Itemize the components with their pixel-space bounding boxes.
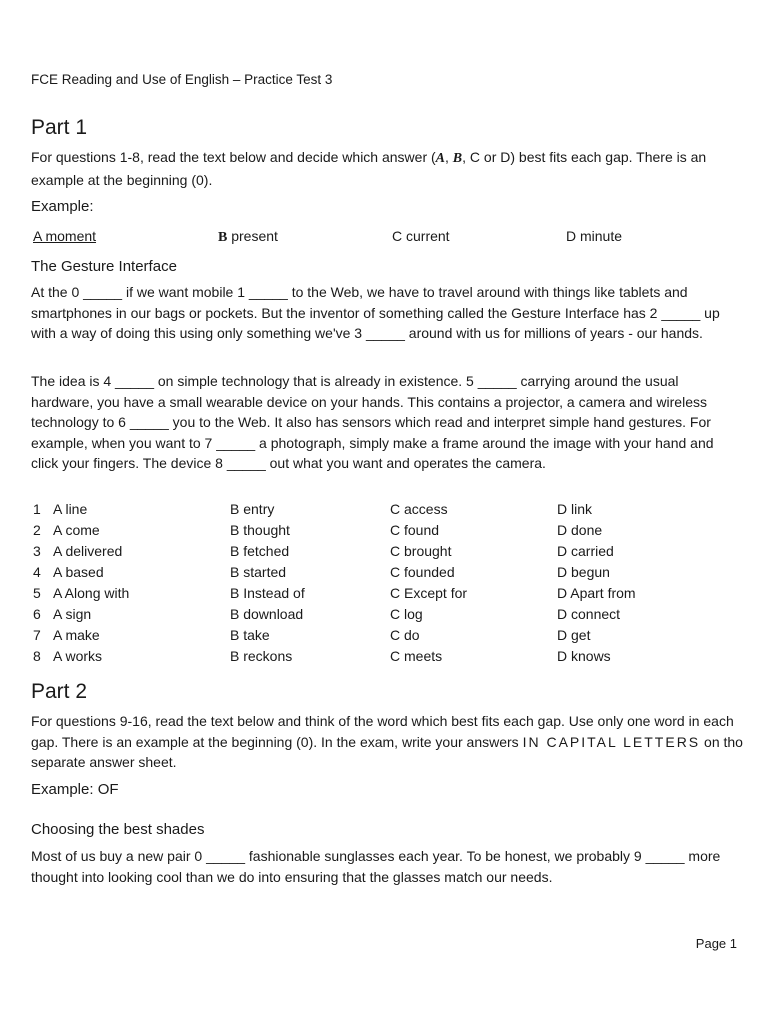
question-row [0,627,768,648]
page-number: Page 1 [695,936,737,951]
question-row [0,564,768,585]
option-b: B take [230,627,270,643]
option-b: B started [230,564,287,580]
option-b: B download [230,606,304,622]
part1-heading: Part 1 [31,116,88,139]
question-number: 6 [33,606,41,622]
option-c: C do [390,627,420,643]
example-option-d: D minute [566,228,623,244]
question-row [0,648,768,669]
question-number: 7 [33,627,41,643]
option-b: B reckons [230,648,293,664]
option-c: C access [390,501,448,517]
question-row [0,501,768,522]
question-number: 2 [33,522,41,538]
option-a: A make [53,627,100,643]
part2-paragraph: Most of us buy a new pair 0 _____ fashionable sunglasses each year. To be honest, we probably 9 _____ more thought into looking cool than we do into ensuring that the glasses match our needs. [31,848,721,885]
part1-example-label: Example: [31,198,94,215]
option-c: C found [390,522,440,538]
option-c: C log [390,606,423,622]
option-d: D Apart from [557,585,636,601]
option-c: C brought [390,543,452,559]
option-a: A sign [53,606,92,622]
question-row [0,606,768,627]
document-title: FCE Reading and Use of English – Practice Test 3 [31,72,333,87]
question-number: 4 [33,564,41,580]
part1-paragraph-1: At the 0 _____ if we want mobile 1 _____ to the Web, we have to travel around with things like tablets and smartphones in our bags or pockets. But the inventor of something called the Gesture Interface has 2 _____ up with a way of doing this using only something we've 3 _____ around with us for millions of years - our hands. [31,284,720,341]
option-d: D carried [557,543,614,559]
part2-text-title: Choosing the best shades [31,821,205,838]
question-row [0,543,768,564]
question-number: 5 [33,585,41,601]
option-b: B entry [230,501,275,517]
option-d: D connect [557,606,621,622]
option-c: C meets [390,648,443,664]
part1-instructions: For questions 1-8, read the text below and decide which answer (A, B, C or D) best fits each gap. There is an example at the beginning (0). [31,149,707,188]
question-row [0,585,768,606]
question-number: 1 [33,501,41,517]
part2-heading: Part 2 [31,680,88,703]
option-d: D begun [557,564,610,580]
option-c: C Except for [390,585,468,601]
part2-example: Example: OF [31,781,119,798]
option-d: D link [557,501,593,517]
option-b: B thought [230,522,290,538]
option-b: B fetched [230,543,290,559]
option-a: A works [53,648,103,664]
part2-instructions: For questions 9-16, read the text below and think of the word which best fits each gap. Use only one word in each gap. There is an example at the beginning (0). In the exam, write your answers IN CAPITAL LETTERS on tho separate answer sheet. [31,713,743,770]
option-b: B Instead of [230,585,305,601]
part1-text-title: The Gesture Interface [31,258,177,275]
option-d: D done [557,522,603,538]
option-a: A Along with [53,585,130,601]
part1-paragraph-2: The idea is 4 _____ on simple technology that is already in existence. 5 _____ carrying around the usual hardware, you have a small wearable device on your hands. This contains a projector, a camera and wireless technology to 6 _____ you to the Web. It also has sensors which read and interpret simple hand gestures. For example, when you want to 7 _____ a photograph, simply make a frame around the image with your hand and click your fingers. The device 8 _____ out what you want and operates the camera. [31,373,714,471]
option-a: A delivered [53,543,123,559]
option-a: A line [53,501,88,517]
example-option-a: A moment [33,228,97,244]
question-number: 3 [33,543,41,559]
example-option-b: B present [218,228,278,245]
option-d: D knows [557,648,611,664]
option-c: C founded [390,564,455,580]
question-number: 8 [33,648,41,664]
option-d: D get [557,627,591,643]
question-row [0,522,768,543]
example-option-c: C current [392,228,450,244]
option-a: A based [53,564,104,580]
option-a: A come [53,522,100,538]
